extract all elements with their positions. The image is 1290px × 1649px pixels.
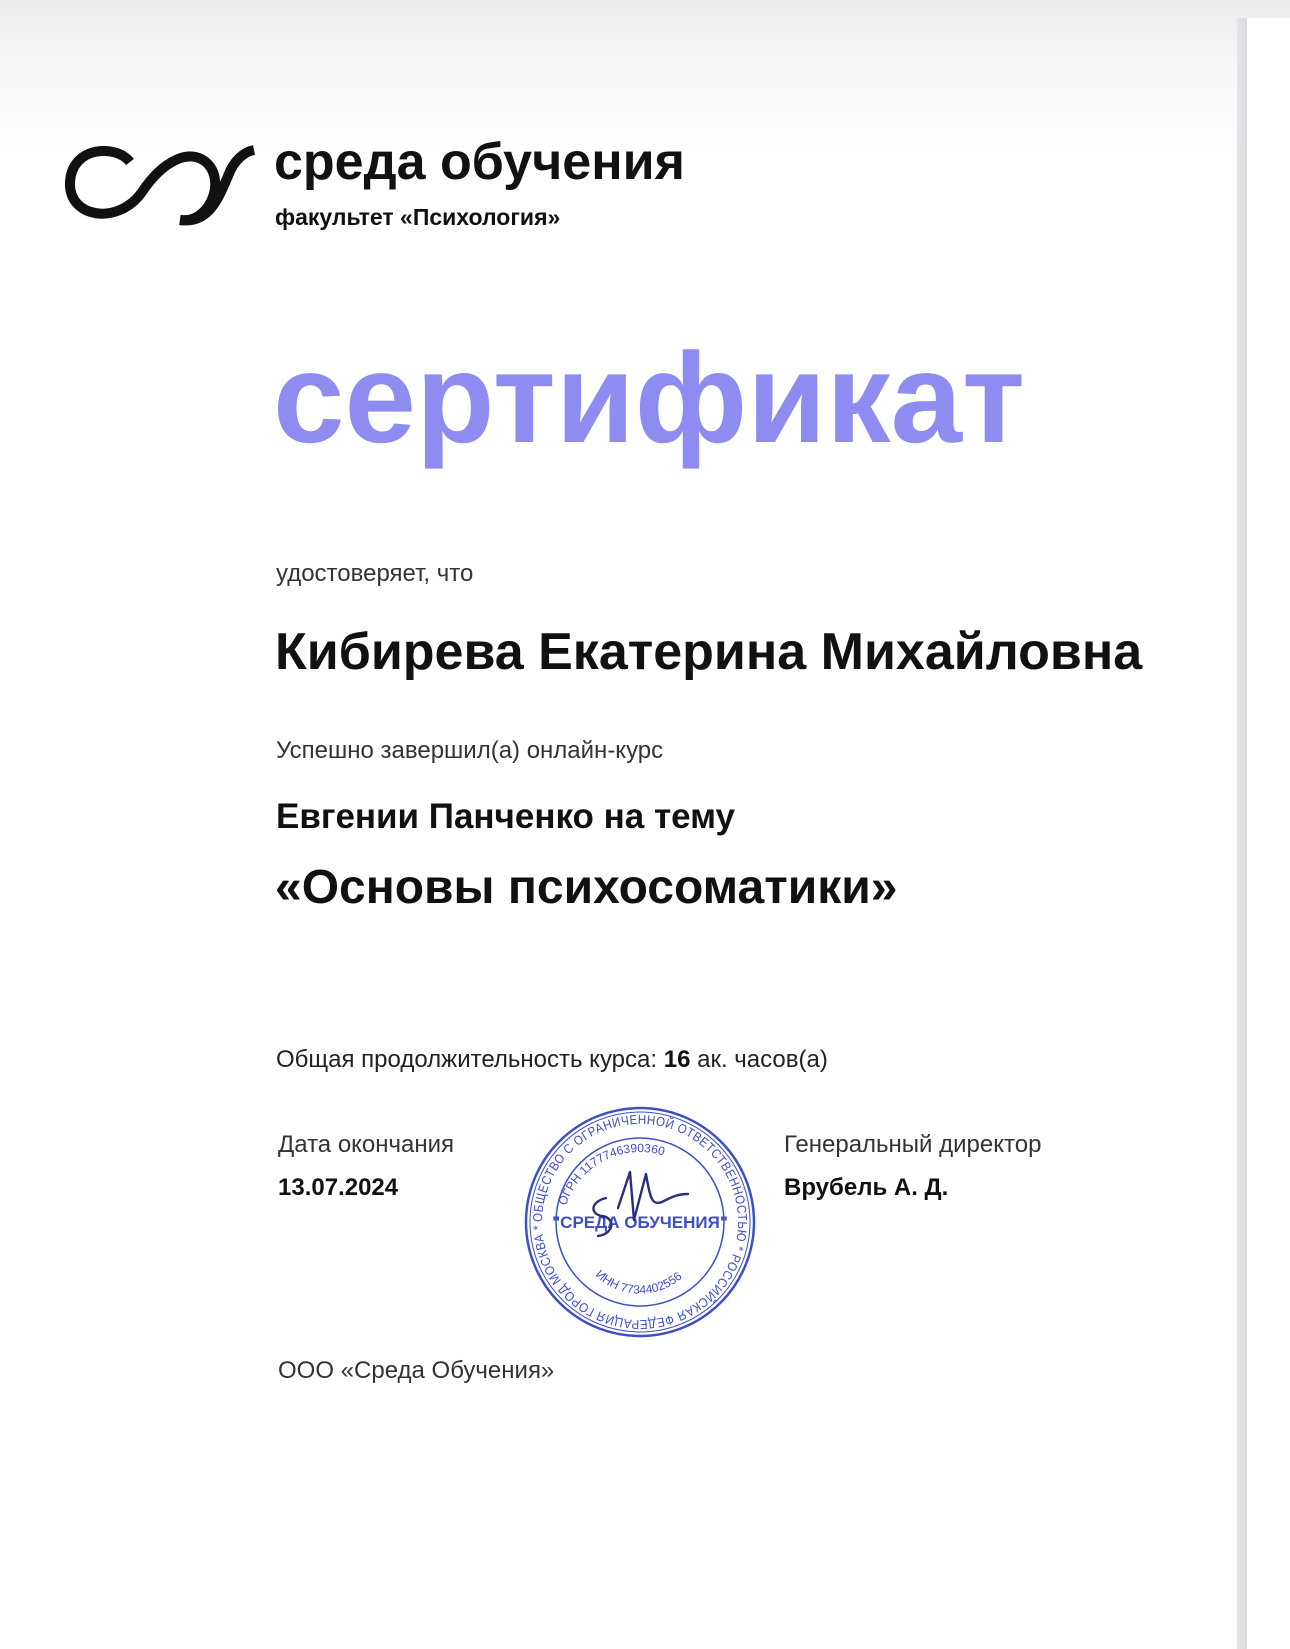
director-name: Врубель А. Д.: [784, 1174, 949, 1201]
director-label: Генеральный директор: [784, 1131, 1042, 1158]
brand-title: среда обучения: [274, 133, 685, 191]
seal-ogrn: ОГРН 1177746390360: [555, 1140, 667, 1207]
end-date-value: 13.07.2024: [278, 1174, 399, 1201]
certificate-title: [273, 322, 1033, 492]
seal-center-text: "СРЕДА ОБУЧЕНИЯ": [552, 1213, 728, 1232]
brand-logo-icon: [58, 140, 258, 230]
seal-inn: ИНН 7734402556: [593, 1267, 685, 1297]
company-seal-icon: [520, 1102, 760, 1342]
confirms-label: удостоверяет, что: [276, 560, 474, 587]
course-duration: [276, 1046, 828, 1074]
completed-label: Успешно завершил(а) онлайн-курс: [276, 737, 664, 764]
page-edge-shadow: [1237, 18, 1247, 1649]
organization-name: ООО «Среда Обучения»: [278, 1357, 555, 1384]
page-margin: [1247, 18, 1290, 1649]
svg-text:ИНН 7734402556: [593, 1267, 685, 1297]
course-title: «Основы психосоматики»: [275, 861, 898, 914]
duration-hours: 16: [663, 1046, 691, 1073]
brand-subtitle: факультет «Психология»: [275, 204, 561, 230]
certificate-title-text: сертификат: [273, 327, 1025, 470]
seal-outer-text: ОБЩЕСТВО С ОГРАНИЧЕННОЙ ОТВЕТСТВЕННОСТЬЮ * РОССИЙСКАЯ ФЕДЕРАЦИЯ ГОРОД МОСКВА *: [529, 1111, 751, 1333]
recipient-name: Кибирева Екатерина Михайловна: [275, 623, 1143, 681]
duration-prefix: Общая продолжительность курса:: [276, 1046, 658, 1073]
end-date-label: Дата окончания: [278, 1131, 455, 1158]
duration-suffix: ак. часов(а): [697, 1046, 828, 1073]
course-author: Евгении Панченко на тему: [276, 797, 736, 836]
